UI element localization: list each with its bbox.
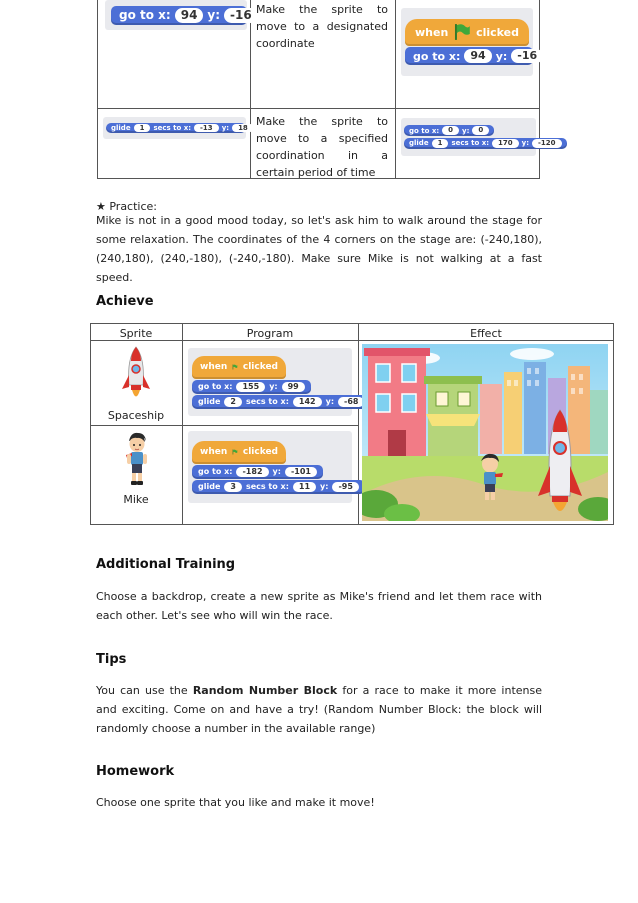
tips-text: for a race to make it more intense and exciting. Come on and have a try! (Random Number Block: the block will randomly choose a number in the available range) (96, 684, 543, 735)
practice-title: ★ Practice: (96, 200, 157, 213)
y-value: 18 (232, 124, 254, 133)
block-text: y: (495, 49, 508, 63)
secs-value: 1 (134, 124, 151, 133)
green-flag-icon (453, 23, 471, 41)
block-text: go to x: (198, 382, 233, 391)
goto-block (404, 125, 494, 136)
hat-text: clicked (476, 25, 519, 39)
x-value: 0 (442, 126, 459, 135)
effect-goto (401, 8, 538, 76)
goto-block (192, 380, 311, 394)
x-value: -13 (194, 124, 219, 133)
stage-scene-image (362, 344, 608, 521)
column-header-effect: Effect (470, 327, 502, 340)
block-text: y: (207, 8, 221, 22)
additional-training-heading: Additional Training (96, 557, 236, 572)
code-goto-xy (105, 0, 252, 30)
when-flag-clicked-block (192, 441, 286, 464)
x-value: 155 (236, 382, 265, 392)
glide-block (192, 395, 370, 409)
y-value: -68 (338, 397, 364, 407)
column-header-program: Program (246, 327, 294, 340)
hat-text: when (200, 446, 228, 457)
secs-value: 1 (432, 139, 449, 148)
glide-block (192, 480, 365, 494)
block-text: glide (198, 397, 221, 406)
goto-block (192, 465, 323, 479)
y-value: -16 (224, 8, 258, 23)
x-value: 94 (464, 49, 491, 63)
achieve-heading: Achieve (96, 294, 154, 309)
block-text: glide (111, 124, 131, 132)
glide-block (404, 138, 567, 149)
tips-heading: Tips (96, 652, 127, 667)
block-text: go to x: (409, 126, 440, 135)
y-value: -95 (332, 482, 358, 492)
block-text: y: (462, 126, 470, 135)
block-text: y: (320, 482, 329, 491)
description-glide: Make the sprite to move to a specified coordination in a certain period of time (256, 115, 388, 179)
practice-body: Mike is not in a good mood today, so let's ask him to walk around the stage for some relaxation. The coordinates of the 4 corners on the stage are: (-240,180), (240,180), (240,-180), (-240,-180). Make sure Mike is not walking at a fast speed. (96, 214, 542, 284)
achieve-table (90, 323, 614, 525)
when-flag-clicked-block (405, 19, 529, 46)
secs-value: 3 (224, 482, 242, 492)
hat-text: when (415, 25, 449, 39)
block-text: secs to x: (451, 139, 490, 148)
tips-bold-term: Random Number Block (192, 684, 338, 697)
x-value: 170 (492, 139, 519, 148)
block-text: y: (221, 124, 230, 132)
sprite-name-spaceship: Spaceship (107, 409, 165, 422)
x-value: 11 (293, 482, 316, 492)
program-mike (188, 431, 352, 503)
tips-body (96, 681, 542, 738)
hat-text: when (200, 361, 228, 372)
when-flag-clicked-block (192, 356, 286, 379)
sprite-name-mike: Mike (123, 493, 149, 506)
block-text: secs to x: (245, 397, 289, 406)
hat-text: clicked (242, 361, 278, 372)
green-flag-icon (232, 444, 238, 460)
block-text: y: (269, 382, 278, 391)
additional-training-body: Choose a backdrop, create a new sprite as Mike's friend and let them race with each other. Let's see who will win the race. (96, 590, 542, 622)
code-glide (103, 117, 246, 139)
y-value: -120 (532, 139, 562, 148)
block-text: glide (198, 482, 221, 491)
y-value: -16 (511, 49, 543, 63)
block-text: go to x: (198, 467, 233, 476)
block-text: y: (521, 139, 530, 148)
glide-block (106, 123, 246, 134)
block-text: secs to x: (153, 124, 192, 132)
homework-heading: Homework (96, 764, 175, 779)
x-value: 142 (293, 397, 322, 407)
homework-body: Choose one sprite that you like and make it move! (96, 796, 375, 809)
hat-text: clicked (242, 446, 278, 457)
description-goto: Make the sprite to move to a designated coordinate (256, 3, 388, 50)
block-text: go to x: (119, 8, 171, 22)
block-text: glide (409, 139, 429, 148)
block-text: y: (325, 397, 335, 406)
goto-block (111, 6, 252, 25)
secs-value: 2 (224, 397, 242, 407)
tips-text: You can use the (96, 684, 193, 697)
block-text: y: (272, 467, 281, 476)
boy-sprite-icon (123, 431, 151, 487)
x-value: 94 (175, 8, 204, 23)
block-text: go to x: (413, 49, 461, 63)
y-value: 99 (282, 382, 305, 392)
green-flag-icon (232, 359, 238, 375)
x-value: -182 (236, 467, 268, 477)
y-value: -101 (285, 467, 317, 477)
program-spaceship (188, 348, 359, 416)
rocket-sprite-icon (120, 345, 152, 405)
block-text: secs to x: (245, 482, 289, 491)
column-header-sprite: Sprite (119, 327, 153, 340)
y-value: 0 (472, 126, 489, 135)
goto-block (405, 47, 538, 65)
effect-glide (401, 118, 556, 156)
